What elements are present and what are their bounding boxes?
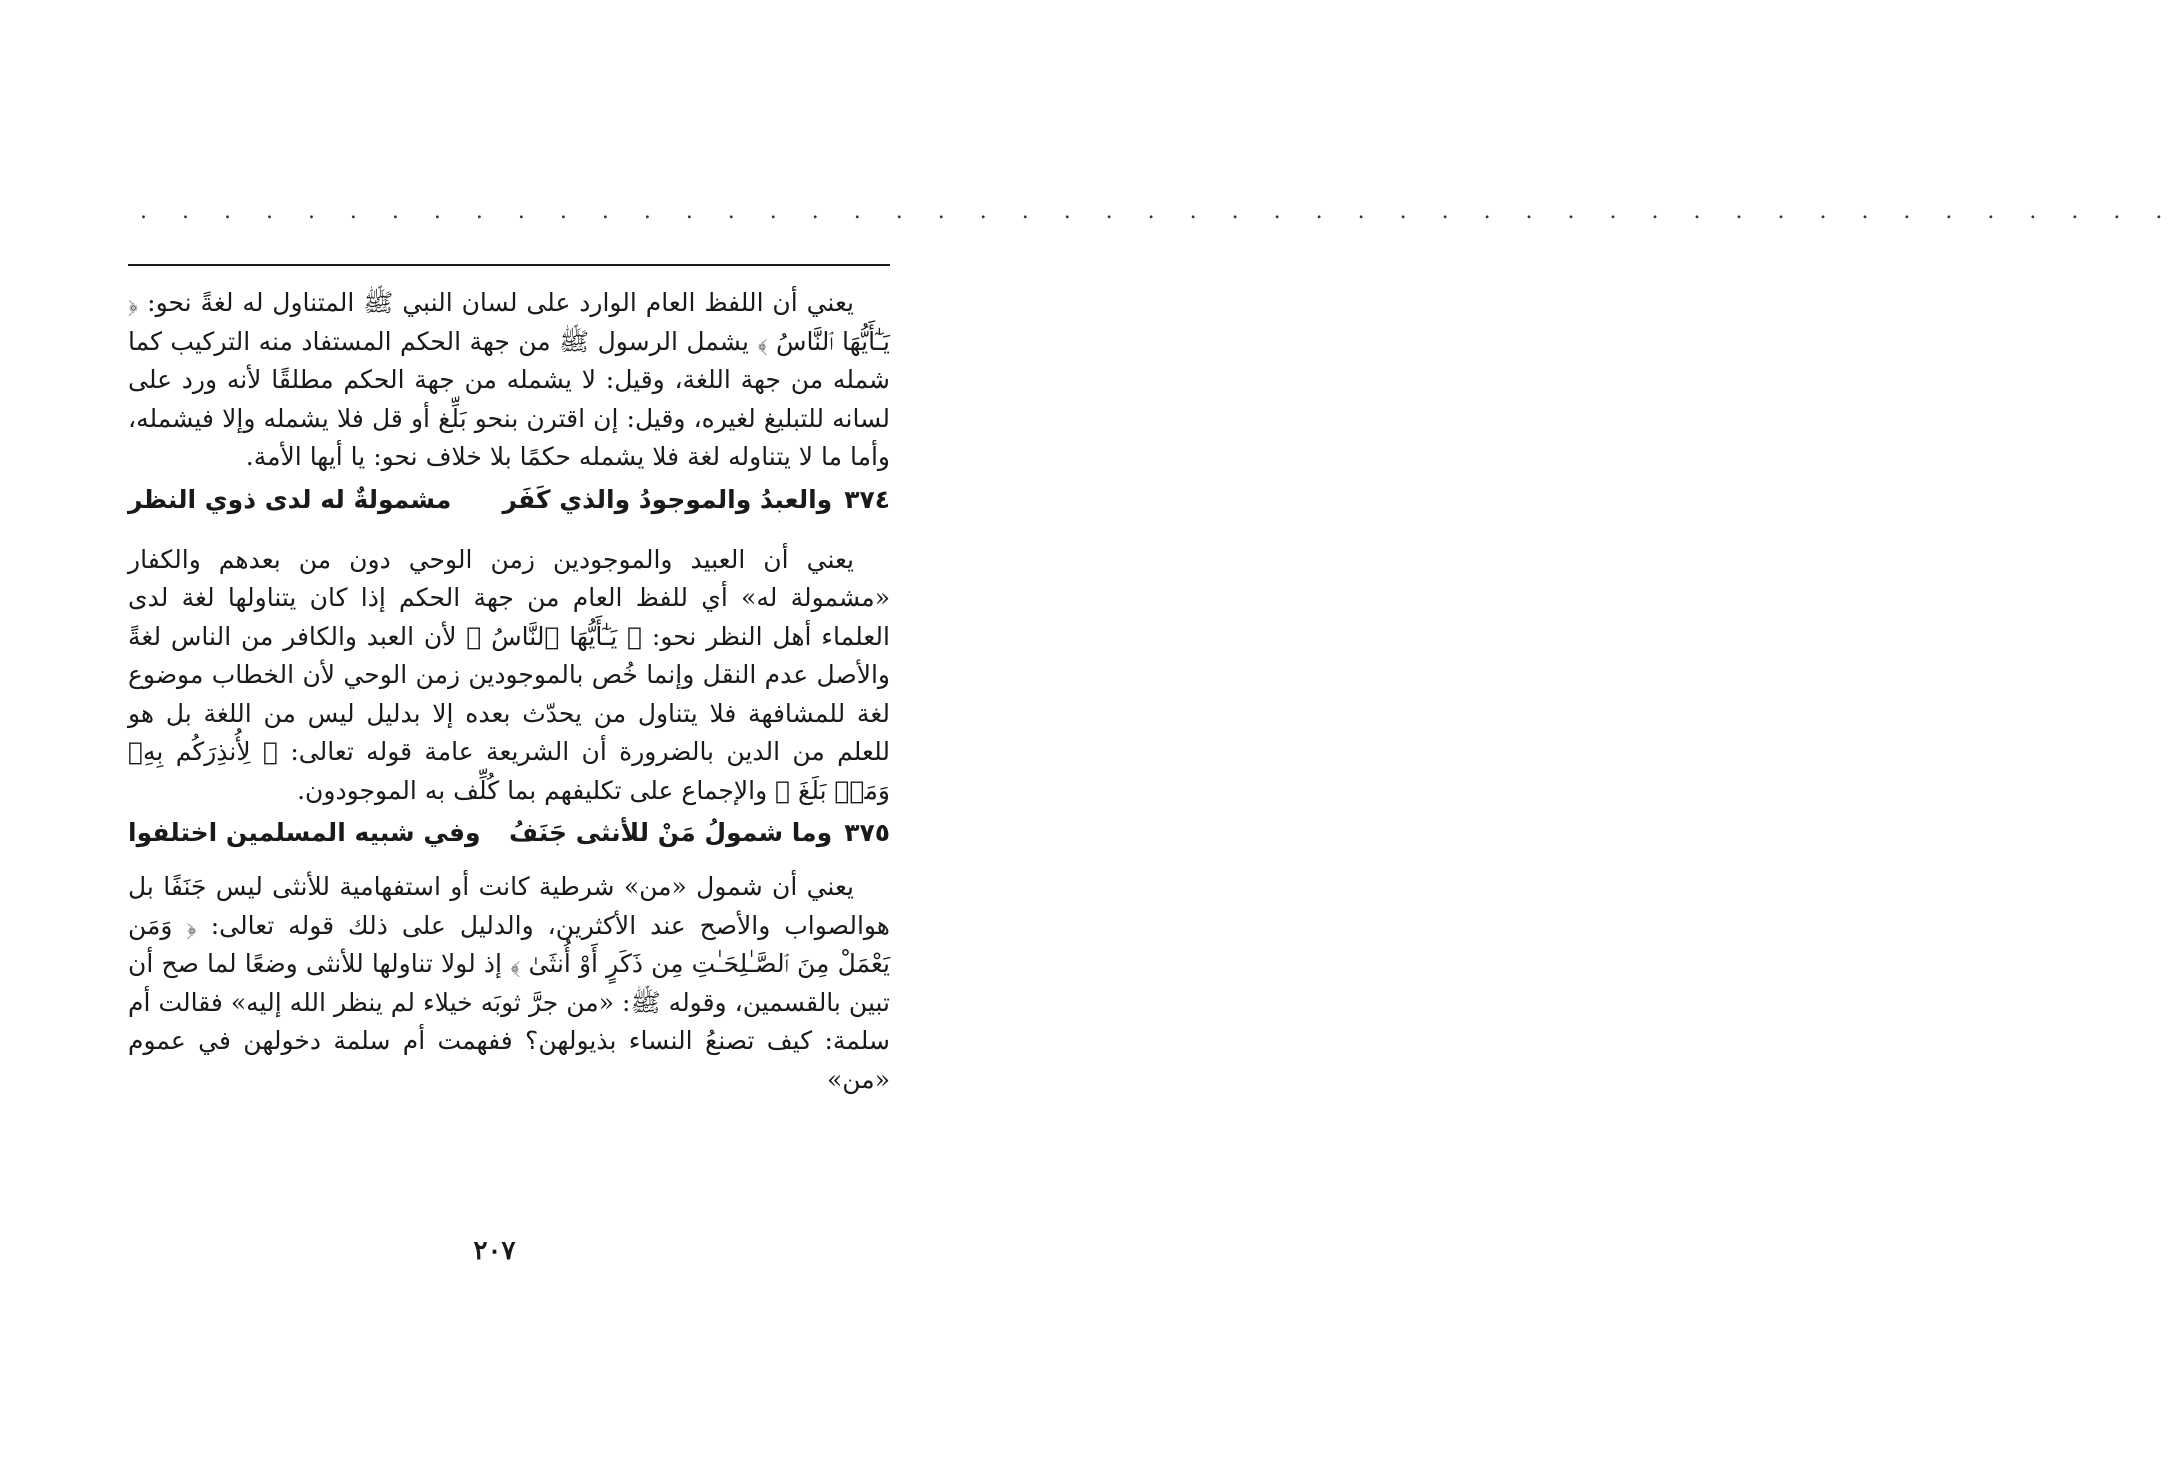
verse-number: ٣٧٥ xyxy=(844,818,890,847)
page-number: ٢٠٧ xyxy=(473,1236,516,1266)
commentary-paragraph-1: يعني أن اللفظ العام الوارد على لسان النبي ﷺ المتناول له لغةً نحو: ﴿ يَـٰٓأَيُّهَا ٱلنَّاسُ ﴾ يشمل الرسول ﷺ من جهة الحكم المستفاد منه التركيب كما شمله من جهة اللغة، وقيل: لا يشمله من جهة الحكم مطلقًا لأنه ورد على لسانه للتبليغ لغيره، وقيل: إن اقترن بنحو بَلِّغ أو قل فلا يشمله وإلا فيشمله، وأما ما لا يتناوله لغة فلا يشمله حكمًا بلا خلاف نحو: يا أيها الأمة. xyxy=(128,288,890,471)
dotted-separator: . . . . . . . . . . . . . . . . . . . . . . . . . . . . . . . . . . . . . . . . . . . . . . . . . xyxy=(140,199,2176,224)
verse-first-hemistich-text: والعبدُ والموجودُ والذي كَفَر xyxy=(502,484,833,514)
horizontal-rule xyxy=(128,264,890,266)
commentary-paragraph-2: يعني أن العبيد والموجودين زمن الوحي دون من بعدهم والكفار «مشمولة له» أي للفظ العام من جهة الحكم إذا كان يتناولها لغة لدى العلماء أهل النظر نحو: ﴿ يَـٰٓأَيُّهَا ٱلنَّاسُ ﴾ لأن العبد والكافر من الناس لغةً والأصل عدم النقل وإنما خُص بالموجودين زمن الوحي لأن الخطاب موضوع لغة للمشافهة فلا يتناول من يحدّث بعده إلا بدليل ليس من اللغة بل هو للعلم من الدين بالضرورة أن الشريعة عامة قوله تعالى: ﴿ لِأُنذِرَكُم بِهِۦ وَمَنۢ بَلَغَ ﴾ والإجماع على تكليفهم بما كُلِّف به الموجودون. xyxy=(128,544,890,805)
spacer xyxy=(128,523,890,541)
page-content xyxy=(128,284,890,1099)
verse-number: ٣٧٤ xyxy=(844,484,890,514)
verse-375 xyxy=(128,810,890,856)
verse-first-hemistich xyxy=(502,477,890,523)
spacer xyxy=(128,856,890,868)
verse-second-hemistich: مشمولةٌ له لدى ذوي النظر xyxy=(128,484,452,514)
commentary-paragraph-3: يعني أن شمول «من» شرطية كانت أو استفهامية للأنثى ليس جَنَفًا بل هوالصواب والأصح عند الأكثرين، والدليل على ذلك قوله تعالى: ﴿ وَمَن يَعْمَلْ مِنَ ٱلصَّـٰلِحَـٰتِ مِن ذَكَرٍ أَوْ أُنثَىٰ ﴾ إذ لولا تناولها للأنثى وضعًا لما صح أن تبين بالقسمين، وقوله ﷺ: «من جرَّ ثوبَه خيلاء لم ينظر الله إليه» فقالت أم سلمة: كيف تصنعُ النساء بذيولهن؟ ففهمت أم سلمة دخولهن في عموم «من» xyxy=(128,872,890,1094)
verse-first-hemistich xyxy=(509,810,890,856)
verse-374 xyxy=(128,477,890,523)
verse-second-hemistich: وفي شبيه المسلمين اختلفوا xyxy=(128,818,481,847)
verse-first-hemistich-text: وما شمولُ مَنْ للأنثى جَنَفُ xyxy=(509,818,833,847)
